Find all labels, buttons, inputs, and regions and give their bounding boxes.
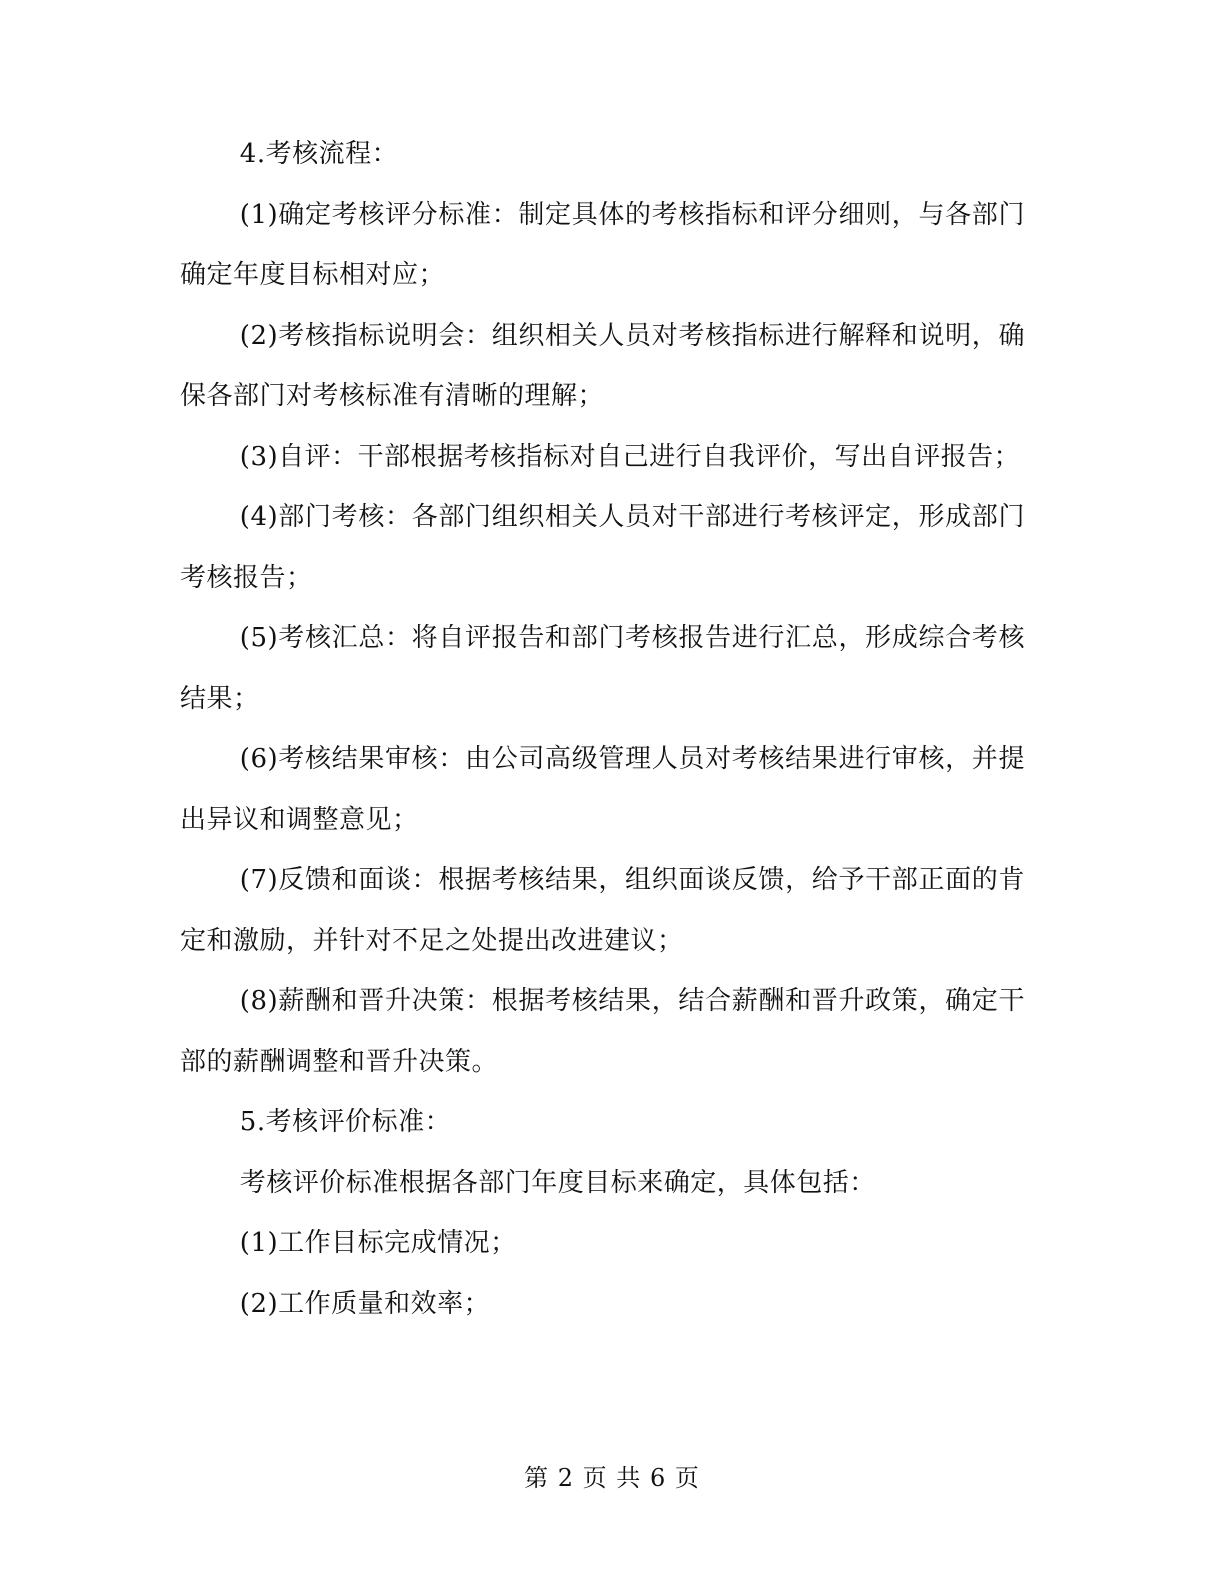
process-step-5: (5)考核汇总：将自评报告和部门考核报告进行汇总，形成综合考核结果； bbox=[180, 623, 1025, 714]
process-step-3: (3)自评：干部根据考核指标对自己进行自我评价，写出自评报告； bbox=[239, 441, 1021, 472]
process-step-1: (1)确定考核评分标准：制定具体的考核指标和评分细则，与各部门确定年度目标相对应； bbox=[180, 199, 1025, 290]
process-step-6: (6)考核结果审核：由公司高级管理人员对考核结果进行审核，并提出异议和调整意见； bbox=[180, 744, 1025, 835]
process-step-7: (7)反馈和面谈：根据考核结果，组织面谈反馈，给予干部正面的肯定和激励，并针对不足之处提出改进建议； bbox=[180, 865, 1025, 956]
heading-evaluation-criteria: 5.考核评价标准： bbox=[239, 1107, 452, 1137]
heading-assessment-process: 4.考核流程： bbox=[239, 139, 399, 169]
process-step-2: (2)考核指标说明会：组织相关人员对考核指标进行解释和说明，确保各部门对考核标准有清晰的理解； bbox=[180, 320, 1025, 411]
criteria-item-1: (1)工作目标完成情况； bbox=[239, 1228, 517, 1258]
criteria-item-2: (2)工作质量和效率； bbox=[239, 1288, 491, 1319]
process-step-8: (8)薪酬和晋升决策：根据考核结果，结合薪酬和晋升政策，确定干部的薪酬调整和晋升决策。 bbox=[180, 986, 1025, 1077]
process-step-4: (4)部门考核：各部门组织相关人员对干部进行考核评定，形成部门考核报告； bbox=[180, 502, 1025, 593]
document-body bbox=[180, 124, 1025, 1334]
page-number-label: 第 2 页 共 6 页 bbox=[524, 1464, 700, 1492]
criteria-intro: 考核评价标准根据各部门年度目标来确定，具体包括： bbox=[239, 1167, 876, 1198]
page-footer bbox=[0, 1458, 1224, 1498]
